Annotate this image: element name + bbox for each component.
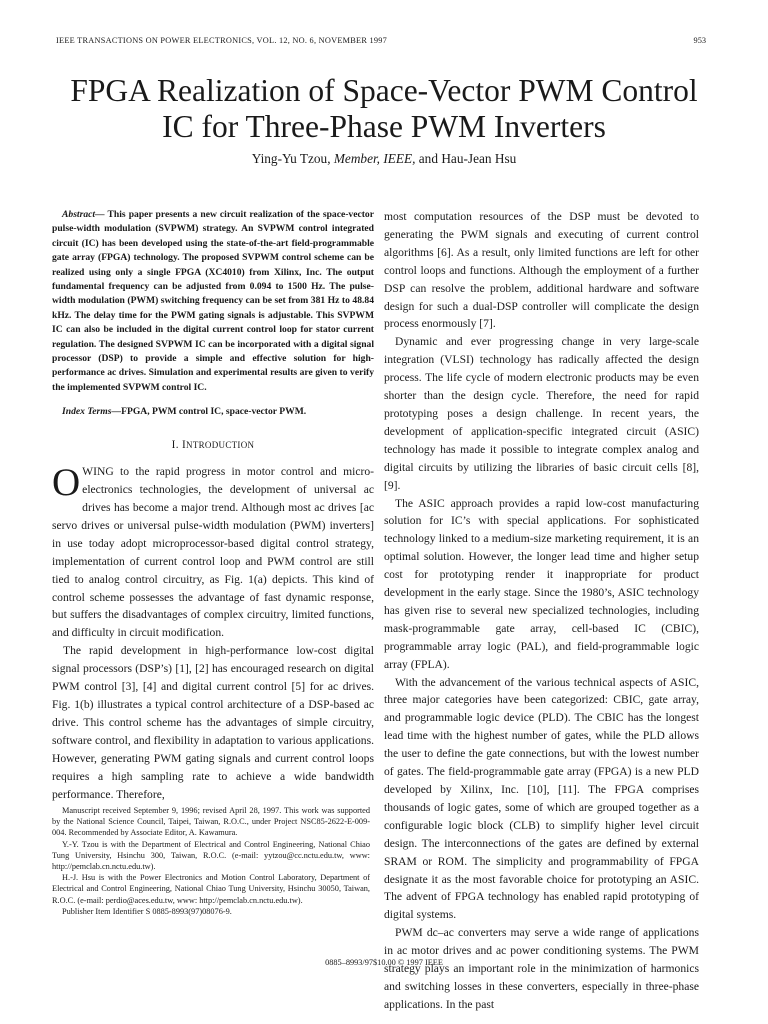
section-heading-numeral: I. I: [171, 439, 187, 452]
footnote-author-2: H.-J. Hsu is with the Power Electronics and Motion Control Laboratory, Department of Electrical and Control Engineering, National Chiao Tung University, Hsinchu 30050, Taiwan, R.O.C. (e-mail: perdio@aces.edu.tw, www: http://pemclab.cn.nctu.edu.tw).: [52, 873, 370, 905]
author-1-name: Ying-Yu Tzou,: [251, 151, 331, 166]
section-heading-introduction: [52, 437, 374, 455]
right-paragraph-2: Dynamic and ever progressing change in very large-scale integration (VLSI) technology has radically affected the design process. The life cycle of modern electronic products may be even shorter than the design cycle. Therefore, the need for rapid prototyping poses a design challenge. In recent years, the development of application-specific integrated circuit (ASIC) technology has made it possible to integrate complex analog and digital circuits by utilizing the libraries of basic circuit cells [8], [9].: [384, 335, 699, 492]
right-paragraph-4: With the advancement of the various technical aspects of ASIC, three major categories have been categorized: CBIC, gate array, and programmable logic device (PLD). The CBIC has the longest lead time with the highest number of gates, while the PLD allows the user to define the gate connections, but with the lowest number of gates. The field-programmable gate array (FPGA) is a new PLD developed by Xilinx, Inc. [10], [11]. The FPGA comprises thousands of logic gates, some of which are grouped together as a configurable logic block (CLB) to simplify higher level circuit design. The interconnections of the gates are defined by external SRAM or ROM. The simplicity and programmability of FPGA designate it as the most favorable choice for prototyping an ASIC. The advent of FPGA technology has enabled rapid prototyping of digital systems.: [384, 675, 699, 922]
paper-title-line-2: IC for Three-Phase PWM Inverters: [162, 109, 606, 144]
index-terms-text: FPGA, PWM control IC, space-vector PWM.: [121, 406, 307, 418]
running-header-page-number: 953: [693, 36, 706, 45]
footnote-publisher-id: Publisher Item Identifier S 0885-8993(97)08076-9.: [62, 906, 232, 916]
intro-paragraph-1: [52, 463, 374, 642]
left-column: [52, 208, 374, 803]
author-1-role: Member, IEEE,: [333, 151, 416, 166]
author-line: [40, 151, 728, 167]
right-paragraph-1: most computation resources of the DSP must be devoted to generating the PWM signals and executing of current control algorithms [6]. As a result, only limited functions are left for other control loops and functions. Although the employment of a further DSP can resolve the problem, additional hardware and software design for such a dual-DSP controller will complicate the design process enormously [7].: [384, 210, 699, 331]
index-terms: [52, 405, 374, 419]
copyright-footer: 0885–8993/97$10.00 © 1997 IEEE: [325, 958, 443, 967]
right-column: [384, 208, 699, 1014]
paper-title: [40, 73, 728, 145]
section-heading-smallcaps: NTRODUCTION: [186, 440, 255, 451]
index-terms-label: Index Terms—: [62, 406, 122, 418]
drop-cap: O: [52, 461, 81, 505]
author-conjunction: and: [418, 151, 438, 166]
paper-title-line-1: FPGA Realization of Space-Vector PWM Control: [70, 73, 698, 108]
abstract-label: Abstract—: [62, 209, 105, 220]
footnotes: [52, 805, 370, 917]
intro-paragraph-1-text: WING to the rapid progress in motor control and micro-electronics technologies, the development of universal ac drives has become a major trend. Although most ac drives [ac servo drives or universal pulse-width modulation (PWM) inverters] in use today adopt microprocessor-based digital control strategy, implementation of current control loop and PWM control are still tied to analog control circuitry, as Fig. 1(a) depicts. This kind of control scheme possesses the advantage of fast dynamic response, but suffers the disadvantages of complex circuitry, limited functions, and difficulty in circuit modification.: [52, 465, 374, 640]
abstract-text: This paper presents a new circuit realization of the space-vector pulse-width modulation (SVPWM) strategy. An SVPWM control integrated circuit (IC) has been developed using the state-of-the-art field-programmable gate array (FPGA) technology. The proposed SVPWM control scheme can be realized using only a single FPGA (XC4010) from Xilinx, Inc. The output fundamental frequency can be adjusted from 0.094 to 1500 Hz. The pulse-width modulation (PWM) switching frequency can be set from 381 Hz to 48.84 kHz. The delay time for the PWM gating signals is adjustable. This SVPWM IC can also be included in the digital current control loop for stator current regulation. The designed SVPWM IC can be incorporated with a digital signal processor (DSP) to provide a simple and effective solution for high-performance ac drives. Simulation and experimental results are given to verify the implemented SVPWM control IC.: [52, 209, 374, 393]
author-2-name: Hau-Jean Hsu: [441, 151, 517, 166]
running-header-journal: IEEE TRANSACTIONS ON POWER ELECTRONICS, VOL. 12, NO. 6, NOVEMBER 1997: [56, 36, 388, 45]
footnote-author-1: Y.-Y. Tzou is with the Department of Electrical and Control Engineering, National Chiao Tung University, Hsinchu 300, Taiwan, R.O.C. (e-mail: yytzou@cc.nctu.edu.tw, www: http://pemclab.cn.nctu.edu.tw).: [52, 839, 370, 872]
footnote-manuscript: Manuscript received September 9, 1996; revised April 28, 1997. This work was supported by the National Science Council, Taipei, Taiwan, R.O.C., under Project NSC85-2622-E-009-004. Recommended by Associate Editor, A. Kawamura.: [52, 806, 370, 838]
right-paragraph-5: PWM dc–ac converters may serve a wide range of applications in ac motor drives and ac power conditioning systems. The PWM strategy plays an important role in the minimization of harmonics and switching losses in these converters, especially in three-phase applications. In the past: [384, 926, 699, 1011]
right-paragraph-3: The ASIC approach provides a rapid low-cost manufacturing solution for IC’s with special applications. For sophisticated technology linked to a medium-size marketing requirement, it is an optimal solution. However, the longer lead time and higher setup cost for prototyping render it inappropriate for product development in the early stage. Since the 1980’s, ASIC technology has given rise to several new specialized technologies, including mask-programmable gate array, cell-based IC (CBIC), programmable array logic (PAL), and field-programmable logic array (FPLA).: [384, 496, 699, 671]
intro-paragraph-2: The rapid development in high-performance low-cost digital signal processors (DSP’s) [1], [2] has encouraged research on digital PWM control [3], [4] and digital current control [5] for ac drives. Fig. 1(b) illustrates a typical control architecture of a DSP-based ac drive. This control scheme has the advantages of simple circuitry, software control, and flexibility in adaptation to various applications. However, generating PWM gating signals and current control loops requires a high sampling rate to achieve a wide bandwidth performance. Therefore,: [52, 644, 374, 801]
abstract: [52, 208, 374, 395]
